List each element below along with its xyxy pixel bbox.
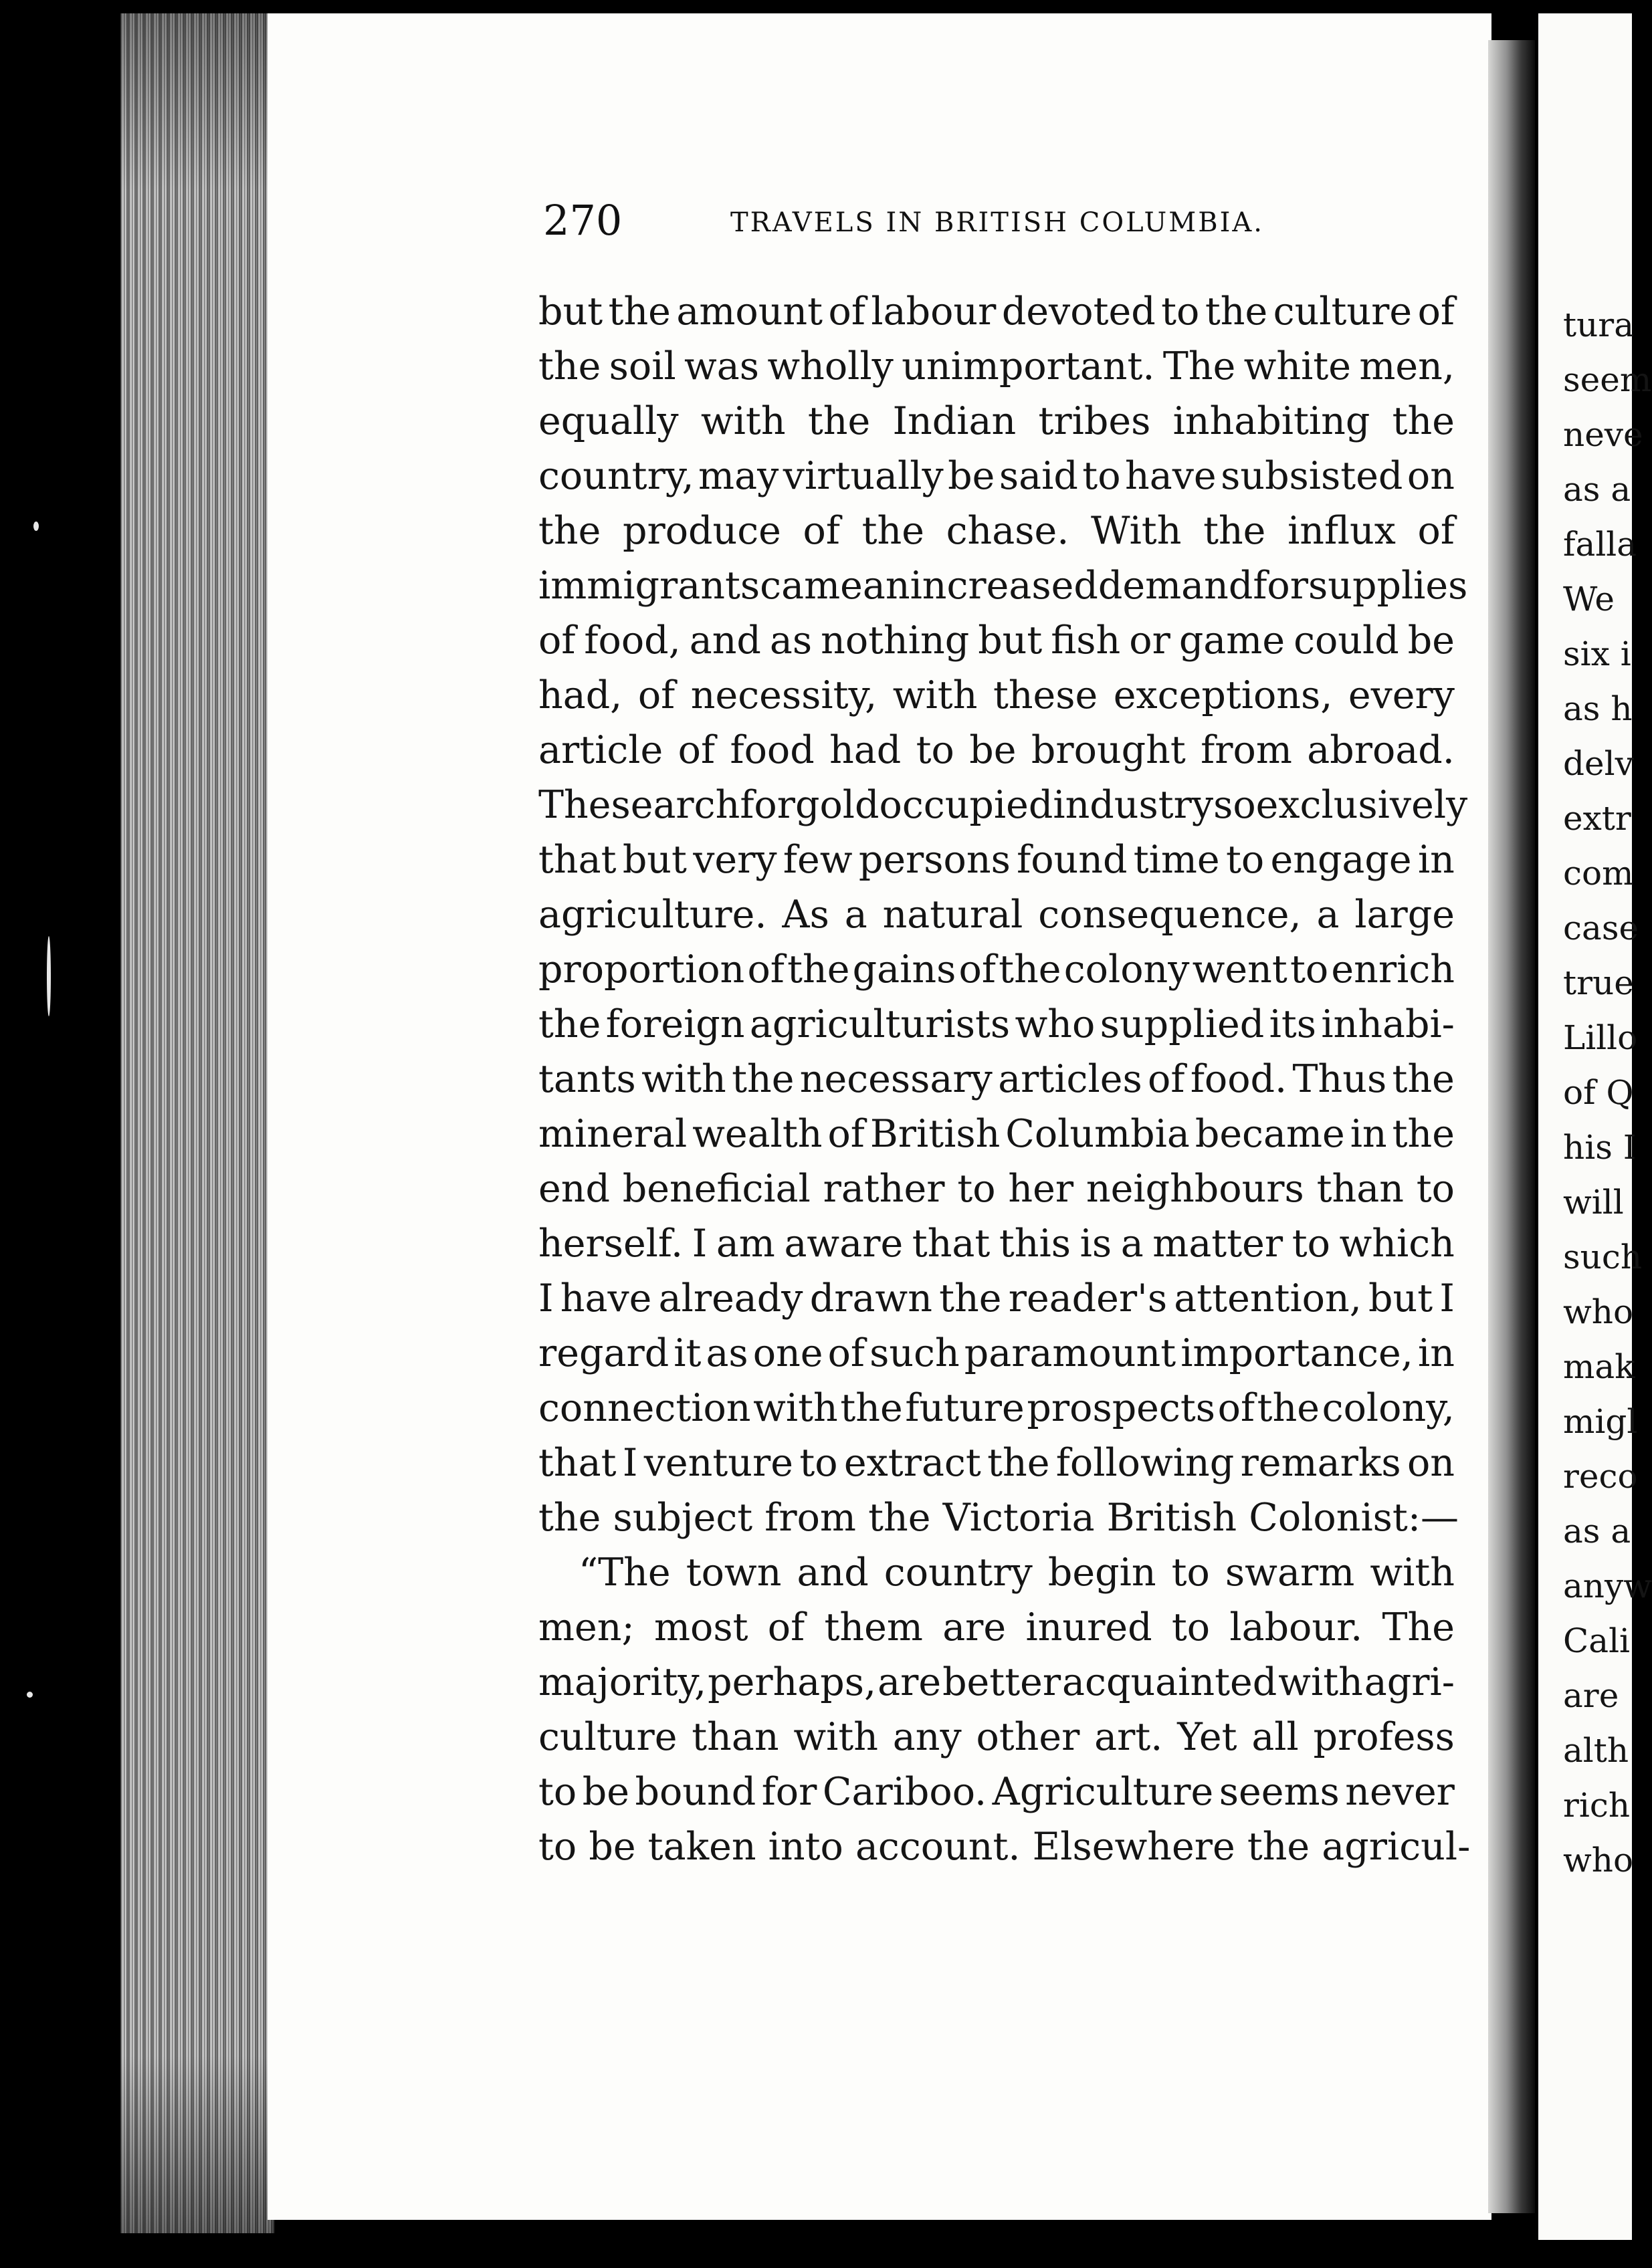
facing-page-text (1563, 298, 1652, 1888)
facing-text-line: of Q (1563, 1073, 1634, 1112)
text-line: I have already drawn the reader's attention, but I (538, 1276, 1455, 1321)
text-line: The search for gold occupied industry so exclusively (538, 783, 1468, 827)
page-header (543, 194, 1453, 247)
book-gutter (1488, 40, 1535, 2213)
text-line: that I venture to extract the following remarks on (538, 1441, 1455, 1485)
text-line: article of food had to be brought from abroad. (538, 728, 1455, 772)
page-number: 270 (543, 196, 623, 245)
facing-text-line: Cali (1563, 1621, 1631, 1660)
facing-text-line: migl (1563, 1402, 1638, 1441)
facing-text-line: reco (1563, 1457, 1638, 1496)
scan-speck (33, 522, 39, 531)
facing-text-line: as h (1563, 689, 1633, 728)
page-body-text (538, 284, 1471, 1874)
text-line: end beneficial rather to her neighbours than to (538, 1167, 1455, 1211)
text-line: herself. I am aware that this is a matter to which (538, 1222, 1455, 1266)
facing-text-line: will (1563, 1183, 1624, 1222)
facing-text-line: his I (1563, 1128, 1637, 1167)
facing-text-line: delv (1563, 744, 1634, 783)
running-head: TRAVELS IN BRITISH COLUMBIA. (730, 207, 1265, 238)
facing-text-line: case (1563, 909, 1639, 947)
facing-text-line: tura (1563, 306, 1635, 344)
facing-text-line: rich (1563, 1786, 1631, 1825)
text-line: of food, and as nothing but fish or game could be (538, 618, 1455, 663)
facing-text-line: six i (1563, 635, 1631, 673)
facing-text-line: seem (1563, 360, 1652, 399)
text-line: majority, perhaps, are better acquainted with agri- (538, 1660, 1455, 1704)
facing-text-line: alth (1563, 1731, 1629, 1770)
text-line: culture than with any other art. Yet all profess (538, 1715, 1455, 1759)
facing-text-line: true (1563, 963, 1634, 1002)
text-line: the soil was wholly unimportant. The white men, (538, 344, 1455, 388)
text-line: the subject from the Victoria British Colonist:— (538, 1496, 1459, 1540)
facing-text-line: as a (1563, 470, 1631, 509)
text-line: connection with the future prospects of the colony, (538, 1386, 1455, 1430)
text-line: “The town and country begin to swarm with (579, 1551, 1455, 1595)
facing-text-line: extr (1563, 799, 1631, 838)
scan-speck (47, 936, 51, 1016)
text-line: but the amount of labour devoted to the culture of (538, 290, 1455, 334)
text-line: country, may virtually be said to have subsisted on (538, 454, 1455, 498)
text-line: mineral wealth of British Columbia became in the (538, 1112, 1455, 1156)
facing-text-line: falla (1563, 525, 1637, 564)
facing-text-line: who (1563, 1841, 1634, 1880)
facing-text-line: such (1563, 1238, 1643, 1276)
text-line: had, of necessity, with these exceptions, every (538, 673, 1455, 717)
facing-text-line: Lillo (1563, 1018, 1638, 1057)
scan-speck (27, 1692, 33, 1698)
facing-text-line: anyw (1563, 1567, 1652, 1605)
text-line: regard it as one of such paramount importance, in (538, 1331, 1455, 1375)
facing-text-line: are (1563, 1676, 1619, 1715)
text-line: to be bound for Cariboo. Agriculture seems never (538, 1770, 1455, 1814)
text-line: that but very few persons found time to engage in (538, 838, 1455, 882)
text-line: the foreign agriculturists who supplied its inhabi- (538, 1002, 1455, 1046)
text-line: to be taken into account. Elsewhere the agricul- (538, 1825, 1471, 1869)
text-line: agriculture. As a natural consequence, a large (538, 893, 1455, 937)
page-edges (120, 13, 274, 2233)
facing-text-line: neve (1563, 415, 1643, 454)
text-line: tants with the necessary articles of food. Thus the (538, 1057, 1455, 1101)
text-line: men; most of them are inured to labour. The (538, 1605, 1455, 1650)
facing-text-line: com (1563, 854, 1634, 893)
facing-text-line: We (1563, 580, 1615, 618)
text-line: equally with the Indian tribes inhabiting the (538, 399, 1455, 443)
right-page-fragment (1538, 13, 1652, 2240)
text-line: proportion of the gains of the colony went to enrich (538, 947, 1455, 992)
facing-text-line: as a (1563, 1512, 1631, 1551)
text-line: immigrants came an increased demand for supplies (538, 564, 1468, 608)
facing-text-line: mak (1563, 1347, 1635, 1386)
text-line: the produce of the chase. With the influx of (538, 509, 1455, 553)
facing-text-line: who (1563, 1292, 1634, 1331)
